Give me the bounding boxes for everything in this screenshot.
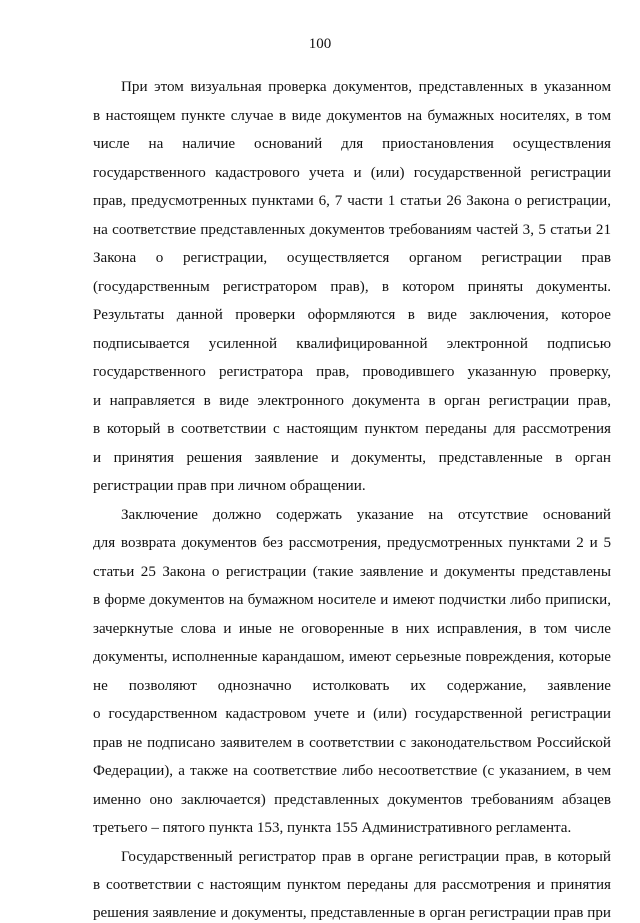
text-line: прав, предусмотренных пунктами 6, 7 части 1 статьи 26 Закона о регистрации, <box>93 193 611 209</box>
text-line: Результаты данной проверки оформляются в виде заключения, которое <box>93 307 611 323</box>
text-line: документы, исполненные карандашом, имеют серьезные повреждения, которые <box>93 649 611 665</box>
text-line: и направляется в виде электронного документа в орган регистрации прав, <box>93 393 611 409</box>
text-line: зачеркнутые слова и иные не оговоренные в них исправления, в том числе <box>93 621 611 637</box>
text-line: третьего – пятого пункта 153, пункта 155 Административного регламента. <box>93 820 572 836</box>
text-line: Закона о регистрации, осуществляется органом регистрации прав <box>93 250 611 266</box>
text-line: не позволяют однозначно истолковать их содержание, заявление <box>93 678 611 694</box>
text-line: государственного кадастрового учета и (или) государственной регистрации <box>93 165 611 181</box>
text-line: в форме документов на бумажном носителе и имеют подчистки либо приписки, <box>93 592 611 608</box>
text-line: в соответствии с настоящим пунктом переданы для рассмотрения и принятия <box>93 877 611 893</box>
text-line: Федерации), а также на соответствие либо несоответствие (с указанием, в чем <box>93 763 611 779</box>
text-line: для возврата документов без рассмотрения, предусмотренных пунктами 2 и 5 <box>93 535 611 551</box>
text-line: регистрации прав при личном обращении. <box>93 478 366 494</box>
text-line: в который в соответствии с настоящим пунктом переданы для рассмотрения <box>93 421 611 437</box>
text-line: Государственный регистратор прав в органе регистрации прав, в который <box>121 849 611 865</box>
text-line: в настоящем пункте случае в виде документов на бумажных носителях, в том <box>93 108 611 124</box>
text-line: подписывается усиленной квалифицированной электронной подписью <box>93 336 611 352</box>
text-line: (государственным регистратором прав), в котором приняты документы. <box>93 279 611 295</box>
text-line: Заключение должно содержать указание на отсутствие оснований <box>121 507 611 523</box>
text-line: на соответствие представленных документов требованиям частей 3, 5 статьи 21 <box>93 222 611 238</box>
page-number: 100 <box>308 36 332 52</box>
text-line: прав не подписано заявителем в соответствии с законодательством Российской <box>93 735 611 751</box>
text-line: именно оно заключается) представленных документов требованиям абзацев <box>93 792 611 808</box>
text-line: и принятия решения заявление и документы, представленные в орган <box>93 450 611 466</box>
text-line: решения заявление и документы, представленные в орган регистрации прав при <box>93 905 611 921</box>
text-line: статьи 25 Закона о регистрации (такие заявление и документы представлены <box>93 564 611 580</box>
text-line: о государственном кадастровом учете и (или) государственной регистрации <box>93 706 611 722</box>
text-line: При этом визуальная проверка документов, представленных в указанном <box>121 79 611 95</box>
text-line: государственного регистратора прав, проводившего указанную проверку, <box>93 364 611 380</box>
text-line: числе на наличие оснований для приостановления осуществления <box>93 136 611 152</box>
